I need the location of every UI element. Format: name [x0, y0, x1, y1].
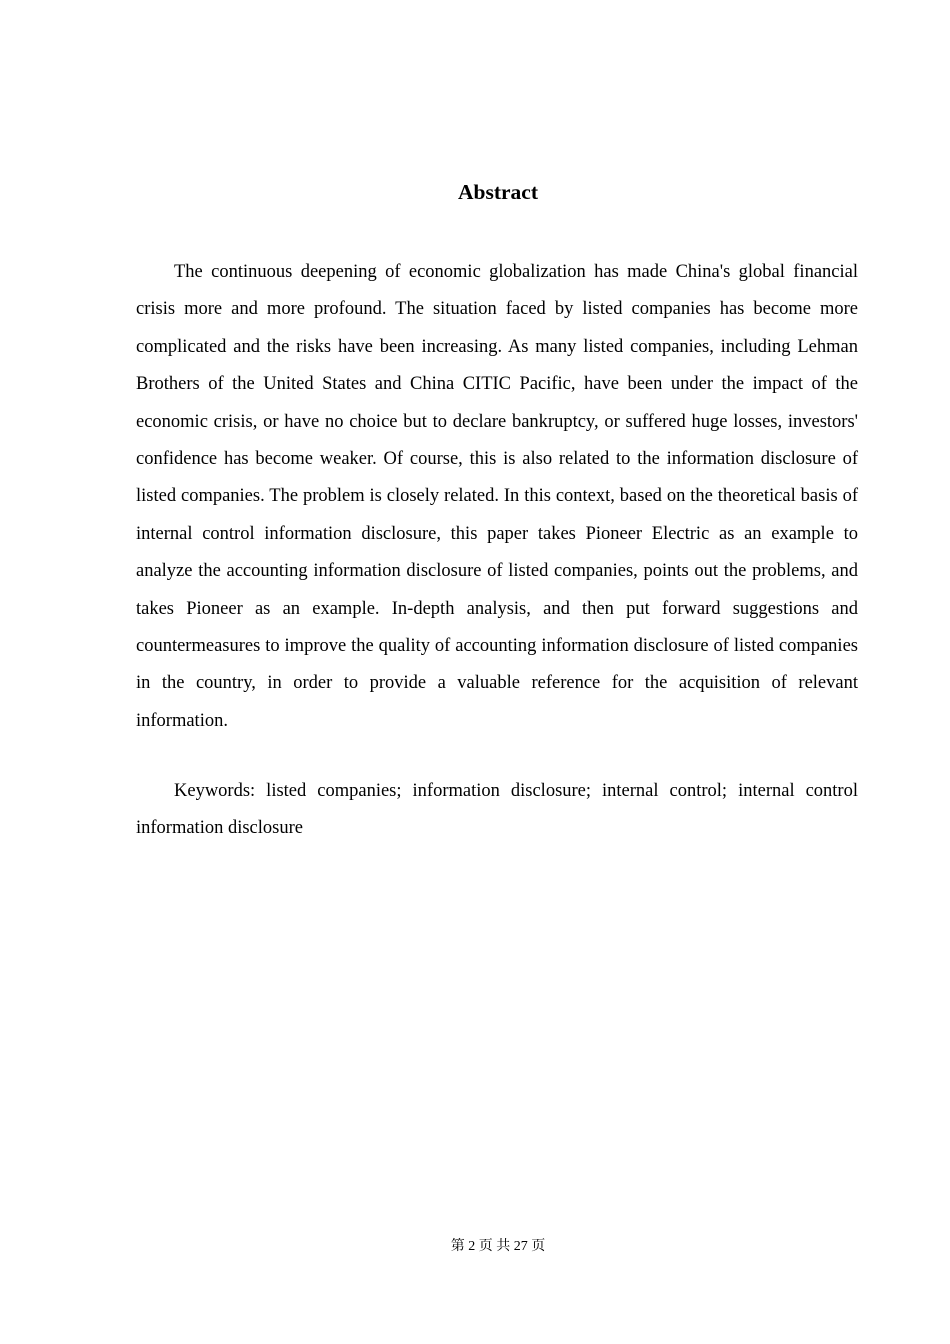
page-number-footer: 第 2 页 共 27 页 [450, 1239, 546, 1254]
abstract-paragraph: The continuous deepening of economic globalization has made China's global financial crisis more and more profound. The situation faced by listed companies has become more complicated and the risks have been increasing. As many listed companies, including Lehman Brothers of the United States and China CITIC Pacific, have been under the impact of the economic crisis, or have no choice but to declare bankruptcy, or suffered huge losses, investors' confidence has become weaker. Of course, this is also related to the information disclosure of listed companies. The problem is closely related. In this context, based on the theoretical basis of internal control information disclosure, this paper takes Pioneer Electric as an example to analyze the accounting information disclosure of listed companies, points out the problems, and takes Pioneer as an example. In-depth analysis, and then put forward suggestions and countermeasures to improve the quality of accounting information disclosure of listed companies in the country, in order to provide a valuable reference for the acquisition of relevant information. [136, 262, 858, 731]
keywords-paragraph: Keywords: listed companies; information disclosure; internal control; internal control information disclosure [136, 781, 858, 839]
page-title: Abstract [457, 180, 538, 204]
